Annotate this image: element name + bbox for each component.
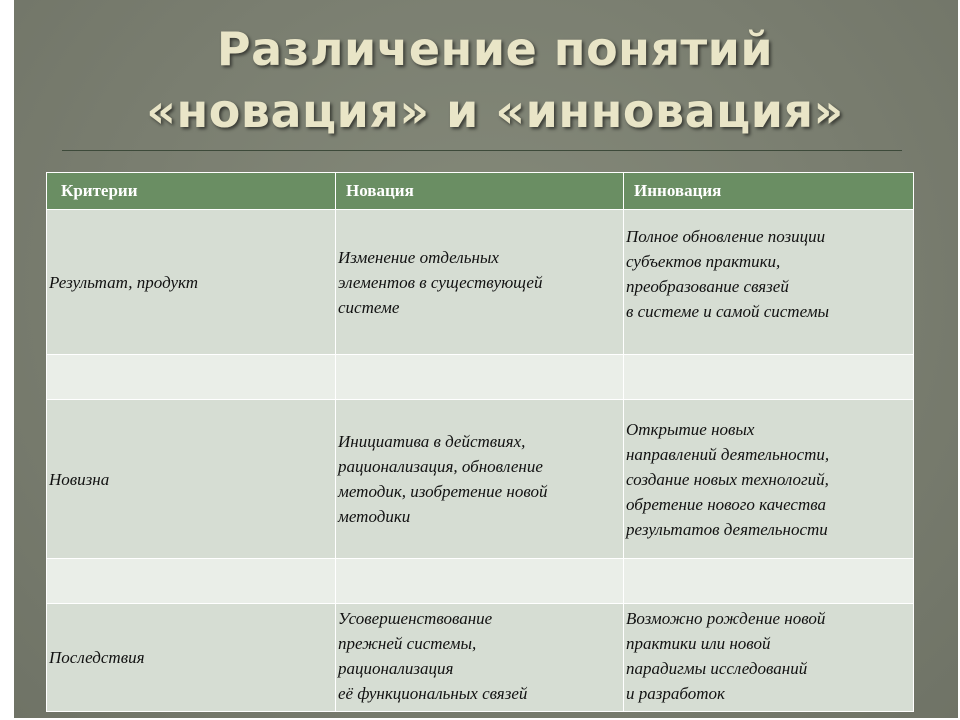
header-novation: Новация — [336, 173, 624, 210]
title-divider — [62, 150, 902, 151]
slide-title-line-2: «новация» и «инновация» — [146, 84, 844, 138]
row-criterion: Результат, продукт — [47, 210, 336, 355]
row-innovation: Полное обновление позиции субъектов практики, преобразование связей в системе и самой системы — [624, 210, 914, 355]
row-innovation: Возможно рождение новой практики или новой парадигмы исследований и разработок — [624, 604, 914, 712]
header-criteria: Критерии — [47, 173, 336, 210]
table-spacer-row — [47, 559, 914, 604]
row-criterion: Последствия — [47, 604, 336, 712]
table-row — [47, 604, 914, 712]
table-row — [47, 210, 914, 355]
row-novation: Изменение отдельных элементов в существующей системе — [336, 210, 624, 355]
table-spacer-row — [47, 355, 914, 400]
row-novation: Инициатива в действиях, рационализация, обновление методик, изобретение новой методики — [336, 400, 624, 559]
spacer-cell — [624, 355, 914, 400]
header-innovation: Инновация — [624, 173, 914, 210]
row-novation: Усовершенствование прежней системы, рационализация её функциональных связей — [336, 604, 624, 712]
slide-title-line-1: Различение понятий — [216, 22, 774, 76]
row-innovation: Открытие новых направлений деятельности, создание новых технологий, обретение нового качества результатов деятельности — [624, 400, 914, 559]
spacer-cell — [336, 355, 624, 400]
row-criterion: Новизна — [47, 400, 336, 559]
slide-title — [60, 18, 930, 142]
table-row — [47, 400, 914, 559]
spacer-cell — [336, 559, 624, 604]
spacer-cell — [47, 355, 336, 400]
comparison-table — [46, 172, 914, 712]
spacer-cell — [624, 559, 914, 604]
spacer-cell — [47, 559, 336, 604]
table-header-row — [47, 173, 914, 210]
